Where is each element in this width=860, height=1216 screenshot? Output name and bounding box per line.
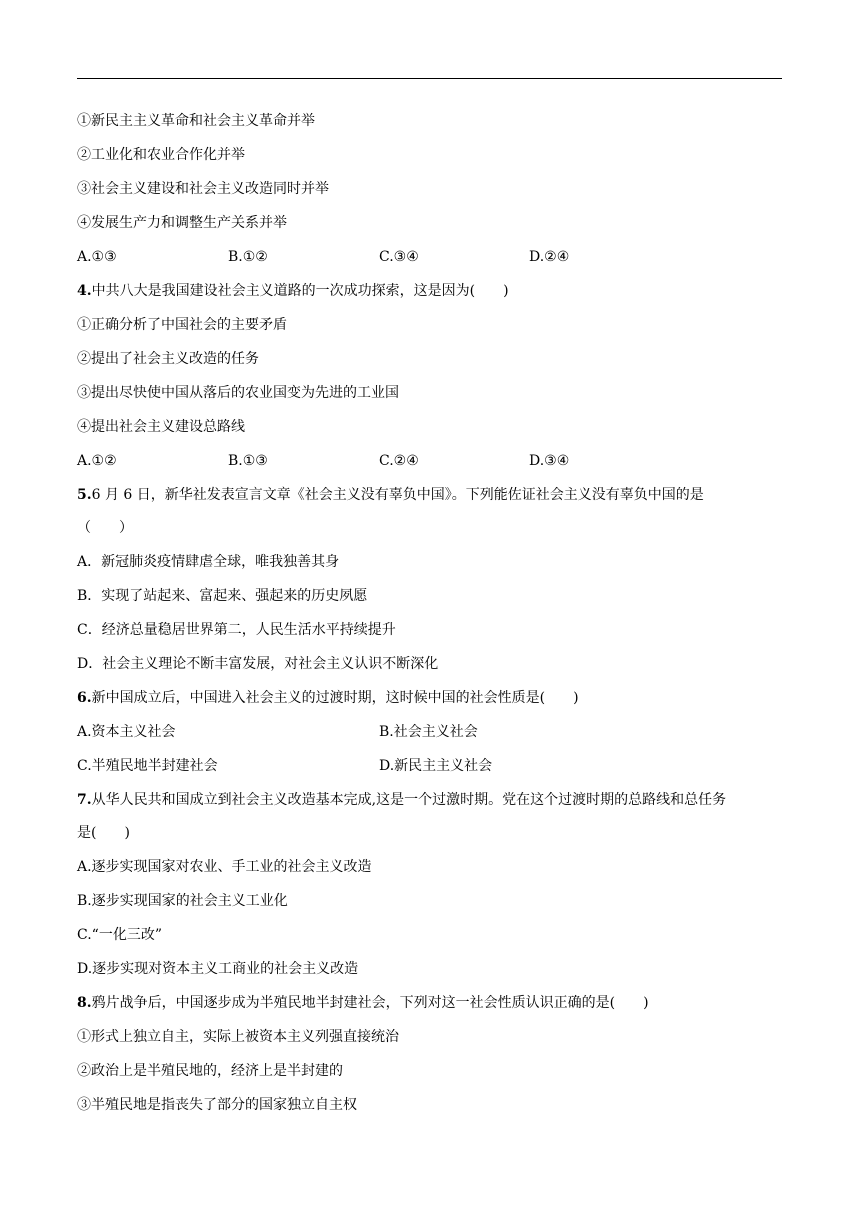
q4-option-b: B.①③ [228,453,268,469]
q6-option-c: C.半殖民地半封建社会 [77,758,218,774]
q8-number: 8. [77,995,92,1011]
q4-option-a: A.①② [77,453,117,469]
q3-item-1: ①新民主主义革命和社会主义革命并举 [77,113,315,129]
q8-stem [77,993,649,1013]
q5-option-a: A．新冠肺炎疫情肆虐全球，唯我独善其身 [77,554,340,570]
q8-item-2: ②政治上是半殖民地的，经济上是半封建的 [77,1063,343,1079]
q7-option-c: C.“一化三改” [77,927,162,943]
q6-option-d: D.新民主主义社会 [379,758,493,774]
q3-item-4: ④发展生产力和调整生产关系并举 [77,215,287,231]
q4-item-2: ②提出了社会主义改造的任务 [77,351,259,367]
q3-option-d: D.②④ [529,249,570,265]
q7-option-d: D.逐步实现对资本主义工商业的社会主义改造 [77,961,359,977]
q7-option-b: B.逐步实现国家的社会主义工业化 [77,893,288,909]
q7-option-a: A.逐步实现国家对农业、手工业的社会主义改造 [77,859,372,875]
q4-item-4: ④提出社会主义建设总路线 [77,419,245,435]
header-rule [77,78,782,79]
q4-item-1: ①正确分析了中国社会的主要矛盾 [77,317,287,333]
q4-stem [77,281,509,301]
q8-item-1: ①形式上独立自主，实际上被资本主义列强直接统治 [77,1029,399,1045]
q3-option-b: B.①② [228,249,268,265]
q5-option-b: B．实现了站起来、富起来、强起来的历史夙愿 [77,588,368,604]
q3-option-c: C.③④ [379,249,419,265]
q7-stem-line2: 是( ) [77,825,130,841]
q6-number: 6. [77,690,92,706]
q6-option-a: A.资本主义社会 [77,724,176,740]
q5-option-d: D．社会主义理论不断丰富发展，对社会主义认识不断深化 [77,656,439,672]
q4-option-d: D.③④ [529,453,570,469]
q5-stem-text: 6 月 6 日，新华社发表宣言文章《社会主义没有辜负中国》。下列能佐证社会主义没有辜负中国的是 [91,487,704,503]
q6-option-b: B.社会主义社会 [379,724,478,740]
q3-item-3: ③社会主义建设和社会主义改造同时并举 [77,181,329,197]
q5-stem-line2: （ ） [77,520,133,536]
q8-item-3: ③半殖民地是指丧失了部分的国家独立自主权 [77,1097,357,1113]
q5-option-c: C．经济总量稳居世界第二，人民生活水平持续提升 [77,622,396,638]
q7-number: 7. [77,792,92,808]
q4-number: 4. [77,283,92,299]
q6-stem-text: 新中国成立后，中国进入社会主义的过渡时期，这时候中国的社会性质是( ) [91,690,579,706]
q3-item-2: ②工业化和农业合作化并举 [77,147,245,163]
q7-stem [77,790,726,810]
q8-stem-text: 鸦片战争后，中国逐步成为半殖民地半封建社会，下列对这一社会性质认识正确的是( ) [91,995,649,1011]
q7-stem-text: 从华人民共和国成立到社会主义改造基本完成,这是一个过激时期。党在这个过渡时期的总路线和总任务 [91,792,727,808]
q4-option-c: C.②④ [379,453,419,469]
q4-stem-text: 中共八大是我国建设社会主义道路的一次成功探索，这是因为( ) [91,283,509,299]
q5-number: 5. [77,487,92,503]
q4-item-3: ③提出尽快使中国从落后的农业国变为先进的工业国 [77,385,399,401]
q3-option-a: A.①③ [77,249,117,265]
q5-stem [77,485,704,505]
q6-stem [77,688,579,708]
